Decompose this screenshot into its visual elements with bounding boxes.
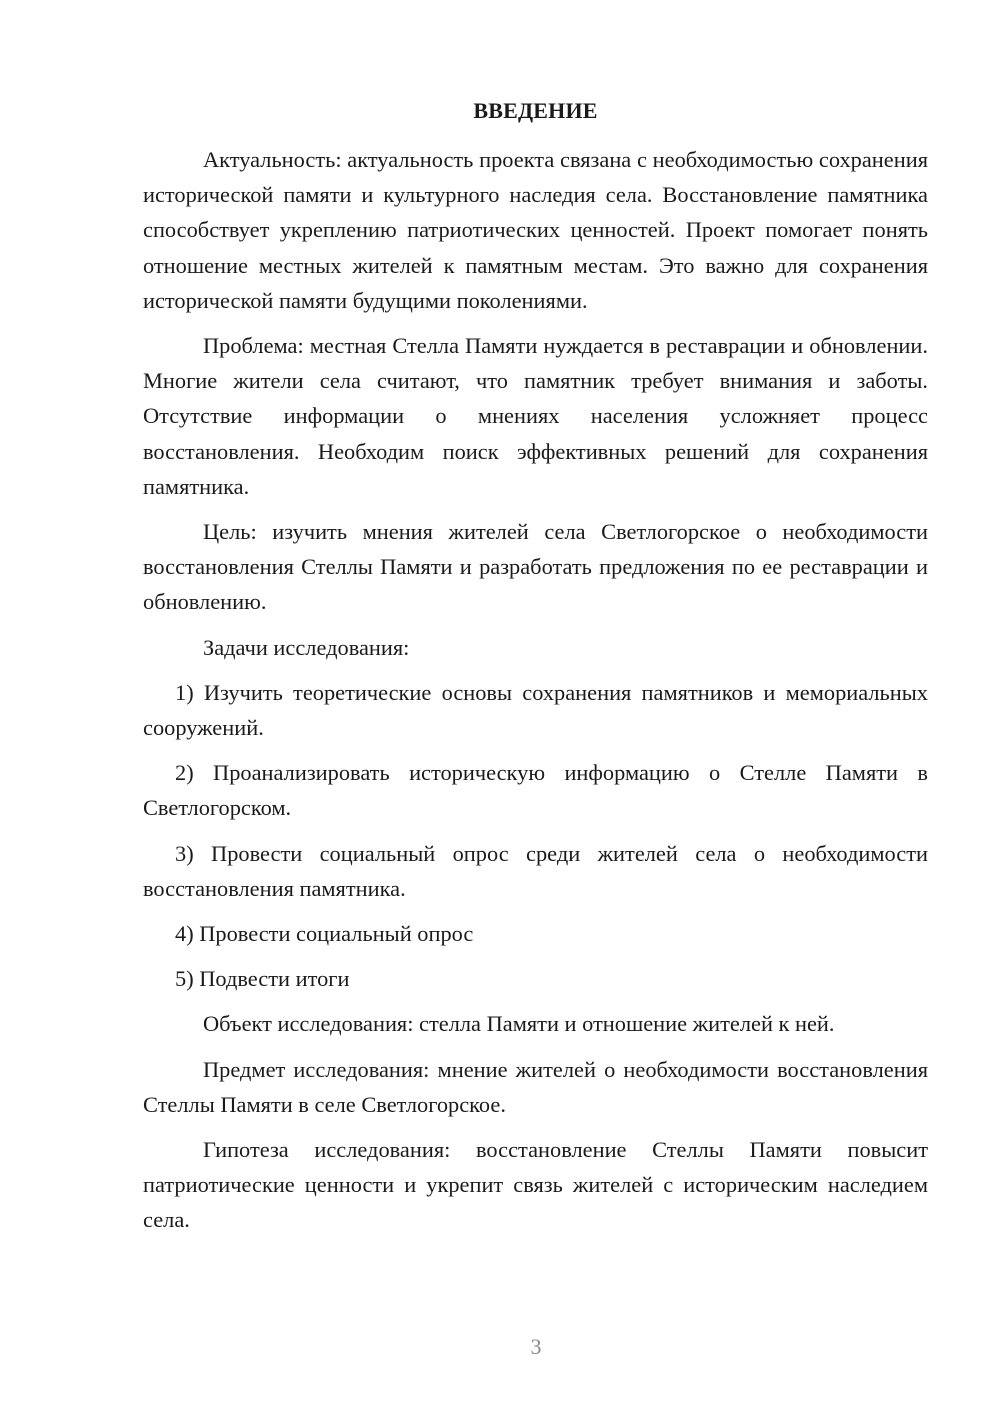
page-title: ВВЕДЕНИЕ bbox=[473, 98, 598, 123]
hypothesis-paragraph: Гипотеза исследования: восстановление Стеллы Памяти повысит патриотические ценности и укрепит связь жителей с историческим наследием села. bbox=[143, 1137, 928, 1233]
task-item-2: 2) Проанализировать историческую информацию о Стелле Памяти в Светлогорском. bbox=[143, 760, 928, 821]
problem-paragraph: Проблема: местная Стелла Памяти нуждается в реставрации и обновлении. Многие жители села считают, что памятник требует внимания и заботы. Отсутствие информации о мнениях населения усложняет процесс восстановления. Необходим поиск эффективных решений для сохранения памятника. bbox=[143, 333, 928, 499]
task-item-5: 5) Подвести итоги bbox=[175, 966, 350, 992]
task-item-1: 1) Изучить теоретические основы сохранения памятников и мемориальных сооружений. bbox=[143, 679, 928, 741]
relevance-paragraph: Актуальность: актуальность проекта связана с необходимостью сохранения исторической памяти и культурного наследия села. Восстановление памятника способствует укреплению патриотических ценностей. Проект помогает понять отношение местных жителей к памятным местам. Это важно для сохранения исторической памяти будущими поколениями. bbox=[143, 147, 928, 313]
task-item-4: 4) Провести социальный опрос bbox=[175, 921, 474, 947]
subject-paragraph: Предмет исследования: мнение жителей о необходимости восстановления Стеллы Памяти в селе Светлогорское. bbox=[143, 1056, 928, 1117]
goal-paragraph: Цель: изучить мнения жителей села Светлогорское о необходимости восстановления Стеллы Памяти и разработать предложения по ее реставрации и обновлению. bbox=[143, 519, 928, 615]
page-number: 3 bbox=[530, 1334, 542, 1359]
document-body bbox=[143, 142, 928, 1238]
task-item-3: 3) Провести социальный опрос среди жителей села о необходимости восстановления памятника. bbox=[143, 840, 928, 901]
object-paragraph: Объект исследования: стелла Памяти и отношение жителей к ней. bbox=[203, 1011, 835, 1037]
tasks-heading: Задачи исследования: bbox=[203, 634, 410, 660]
